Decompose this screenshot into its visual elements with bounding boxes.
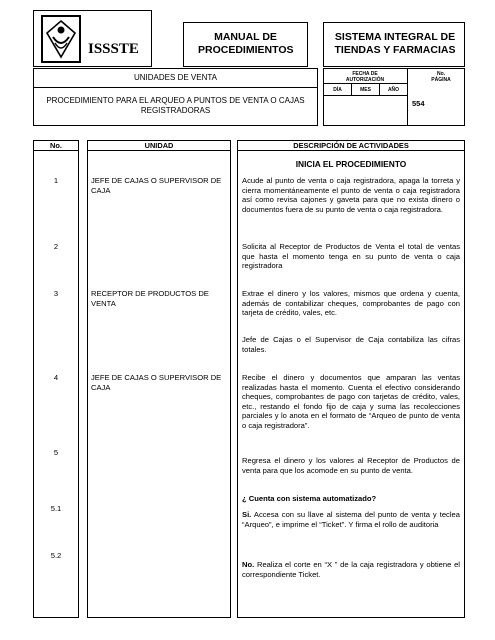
answer-no-label: No. — [242, 560, 255, 569]
answer-yes-label: Si. — [242, 510, 252, 519]
manual-title: MANUAL DE PROCEDIMIENTOS — [198, 31, 294, 56]
page-number: 554 — [412, 99, 425, 108]
start-label: INICIA EL PROCEDIMIENTO — [295, 159, 407, 169]
step-description: Extrae el dinero y los valores, mismos que ordena y cuenta, además de contabilizar cheques, comprobantes de pago con tarjeta de crédito, vales, etc. — [242, 289, 460, 318]
step-description: Si. Accesa con su llave al sistema del punto de venta y teclea “Arqueo”, e imprime el “Ticket”. Y firma el rollo de auditoria — [242, 510, 460, 529]
col-header-unit: UNIDAD — [87, 140, 231, 151]
step-number: 5 — [53, 448, 59, 457]
step-number: 3 — [53, 289, 59, 298]
step-unit: RECEPTOR DE PRODUCTOS DE VENTA — [91, 289, 209, 308]
col-header-description: DESCRIPCIÓN DE ACTIVIDADES — [237, 140, 465, 151]
step-description: No. Realiza el corte en “X ” de la caja registradora y obtiene el correspondiente Ticket. — [242, 560, 460, 579]
step-description: Recibe el dinero y documentos que amparan las ventas realizadas hasta el momento. Cuenta el efectivo considerando cheques, comprobantes de pago con tarjetas de crédito, vales, etc., restando el fondo fijo de caja y suma las recolecciones parciales y lo anota en el formato de “Arqueo de punto de venta o caja registradora”. — [242, 373, 460, 430]
procedure-name: PROCEDIMIENTO PARA EL ARQUEO A PUNTOS DE VENTA O CAJAS REGISTRADORAS — [46, 96, 305, 115]
system-title-box — [323, 22, 465, 67]
year-label: AÑO — [387, 87, 400, 93]
step-description: Solicita al Receptor de Productos de Venta el total de ventas que hasta el momento tenga en su punto de venta o caja registradora — [242, 242, 460, 271]
step-description: Acude al punto de venta o caja registradora, apaga la torreta y cierra momentáneamente el punto de venta o caja registradora así como revisa cajones y gaveta para que no exista dinero o documentos fuera de su punto de venta o caja registradora. — [242, 176, 460, 214]
decision-question: ¿ Cuenta con sistema automatizado? — [242, 494, 377, 503]
step-unit: JEFE DE CAJAS O SUPERVISOR DE CAJA — [91, 176, 222, 195]
col-header-no: No. — [33, 140, 79, 151]
auth-page-box — [323, 68, 465, 126]
step-number: 2 — [53, 242, 59, 251]
auth-date-label: FECHA DE AUTORIZACIÓN — [345, 71, 385, 83]
system-title: SISTEMA INTEGRAL DE TIENDAS Y FARMACIAS — [334, 31, 456, 56]
header-logo-box — [33, 10, 152, 67]
step-number: 4 — [53, 373, 59, 382]
step-number: 5.1 — [50, 504, 62, 513]
col-no-body — [33, 151, 79, 618]
step-description: Jefe de Cajas o el Supervisor de Caja contabiliza las cifras totales. — [242, 335, 460, 354]
step-description: Regresa el dinero y los valores al Receptor de Productos de venta para que los acomode en su punto de venta. — [242, 456, 460, 475]
manual-title-box — [183, 22, 308, 67]
step-number: 5.2 — [50, 551, 62, 560]
step-number: 1 — [53, 176, 59, 185]
issste-logo-icon — [41, 15, 81, 63]
day-label: DÍA — [333, 87, 342, 93]
step-unit: JEFE DE CAJAS O SUPERVISOR DE CAJA — [91, 373, 222, 392]
org-name: ISSSTE — [88, 41, 139, 57]
unit-name: UNIDADES DE VENTA — [134, 73, 217, 82]
unit-procedure-box — [33, 68, 318, 126]
page-label: No. PÁGINA — [431, 71, 451, 83]
month-label: MES — [360, 87, 371, 93]
